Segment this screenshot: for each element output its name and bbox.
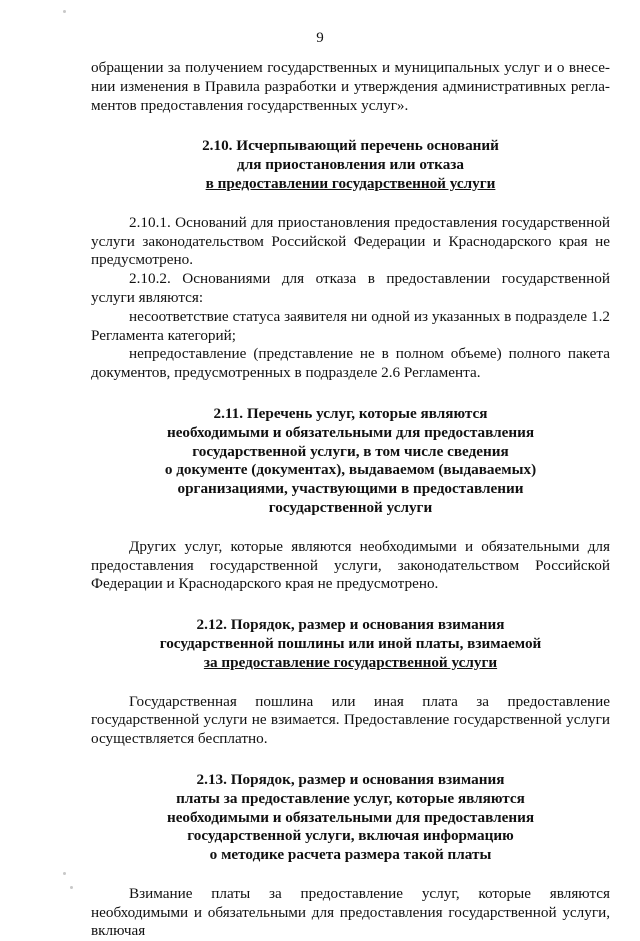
paragraph-2-10-1: 2.10.1. Оснований для приостановления предоставления государственной услуги законодательством Российской Федерации и Краснодарского края не предусмотрено.	[91, 213, 610, 269]
heading-line: организациями, участвующими в предоставлении	[177, 480, 524, 498]
scan-speck	[63, 10, 66, 13]
document-body	[91, 59, 610, 941]
section-2-12-heading	[91, 616, 610, 672]
heading-line: о методике расчета размера такой платы	[209, 846, 492, 864]
section-2-13-heading	[91, 771, 610, 865]
intro-line: ментов предоставления государственных услуг».	[91, 96, 409, 114]
paragraph-2-12: Государственная пошлина или иная плата за предоставление государственной услуги не взимается. Предоставление государственной услуги осуществляется бесплатно.	[91, 692, 610, 748]
section-2-11-heading	[91, 405, 610, 518]
heading-line: за предоставление государственной услуги	[203, 653, 498, 671]
heading-line: государственной услуги	[268, 498, 433, 516]
page-number: 9	[316, 30, 324, 46]
heading-line: 2.11. Перечень услуг, которые являются	[213, 404, 488, 422]
paragraph-2-11: Других услуг, которые являются необходимыми и обязательными для предоставления государственной услуги, законодательством Российской Федерации и Краснодарского края не предусмотрено.	[91, 537, 610, 593]
scan-speck	[70, 886, 73, 889]
intro-line: нии изменения в Правила разработки и утверждения административных регла-	[91, 77, 610, 95]
heading-line: необходимыми и обязательными для предоставления	[166, 423, 535, 441]
heading-line: 2.13. Порядок, размер и основания взимания	[196, 770, 505, 788]
heading-line: в предоставлении государственной услуги	[205, 174, 496, 192]
paragraph-2-10-2: 2.10.2. Основаниями для отказа в предоставлении государственной услуги являются:	[91, 270, 610, 306]
paragraph-2-13: Взимание платы за предоставление услуг, которые являются необходимыми и обязательными для предоставления государственной услуги, включая	[91, 884, 610, 940]
heading-line: государственной пошлины или иной платы, взимаемой	[159, 634, 542, 652]
paragraph-refusal-status: несоответствие статуса заявителя ни одной из указанных в подразделе 1.2 Регламента категорий;	[91, 307, 610, 344]
intro-line: обращении за получением государственных и муниципальных услуг и о внесе-	[91, 59, 610, 76]
heading-line: необходимыми и обязательными для предоставления	[166, 808, 535, 826]
heading-line: государственной услуги, в том числе сведения	[192, 442, 509, 460]
heading-line: о документе (документах), выдаваемом (выдаваемых)	[164, 461, 537, 479]
heading-line: платы за предоставление услуг, которые являются	[176, 789, 525, 807]
heading-line: 2.10. Исчерпывающий перечень оснований	[202, 137, 499, 155]
intro-continuation	[91, 59, 610, 115]
heading-line: государственной услуги, включая информацию	[187, 827, 514, 845]
heading-line: 2.12. Порядок, размер и основания взимания	[196, 616, 505, 634]
scan-speck	[63, 872, 66, 875]
paragraph-refusal-documents: непредоставление (представление не в полном объеме) полного пакета документов, предусмотренных в подразделе 2.6 Регламента.	[91, 345, 610, 382]
section-2-10-heading	[91, 137, 610, 193]
heading-line: для приостановления или отказа	[237, 156, 464, 174]
